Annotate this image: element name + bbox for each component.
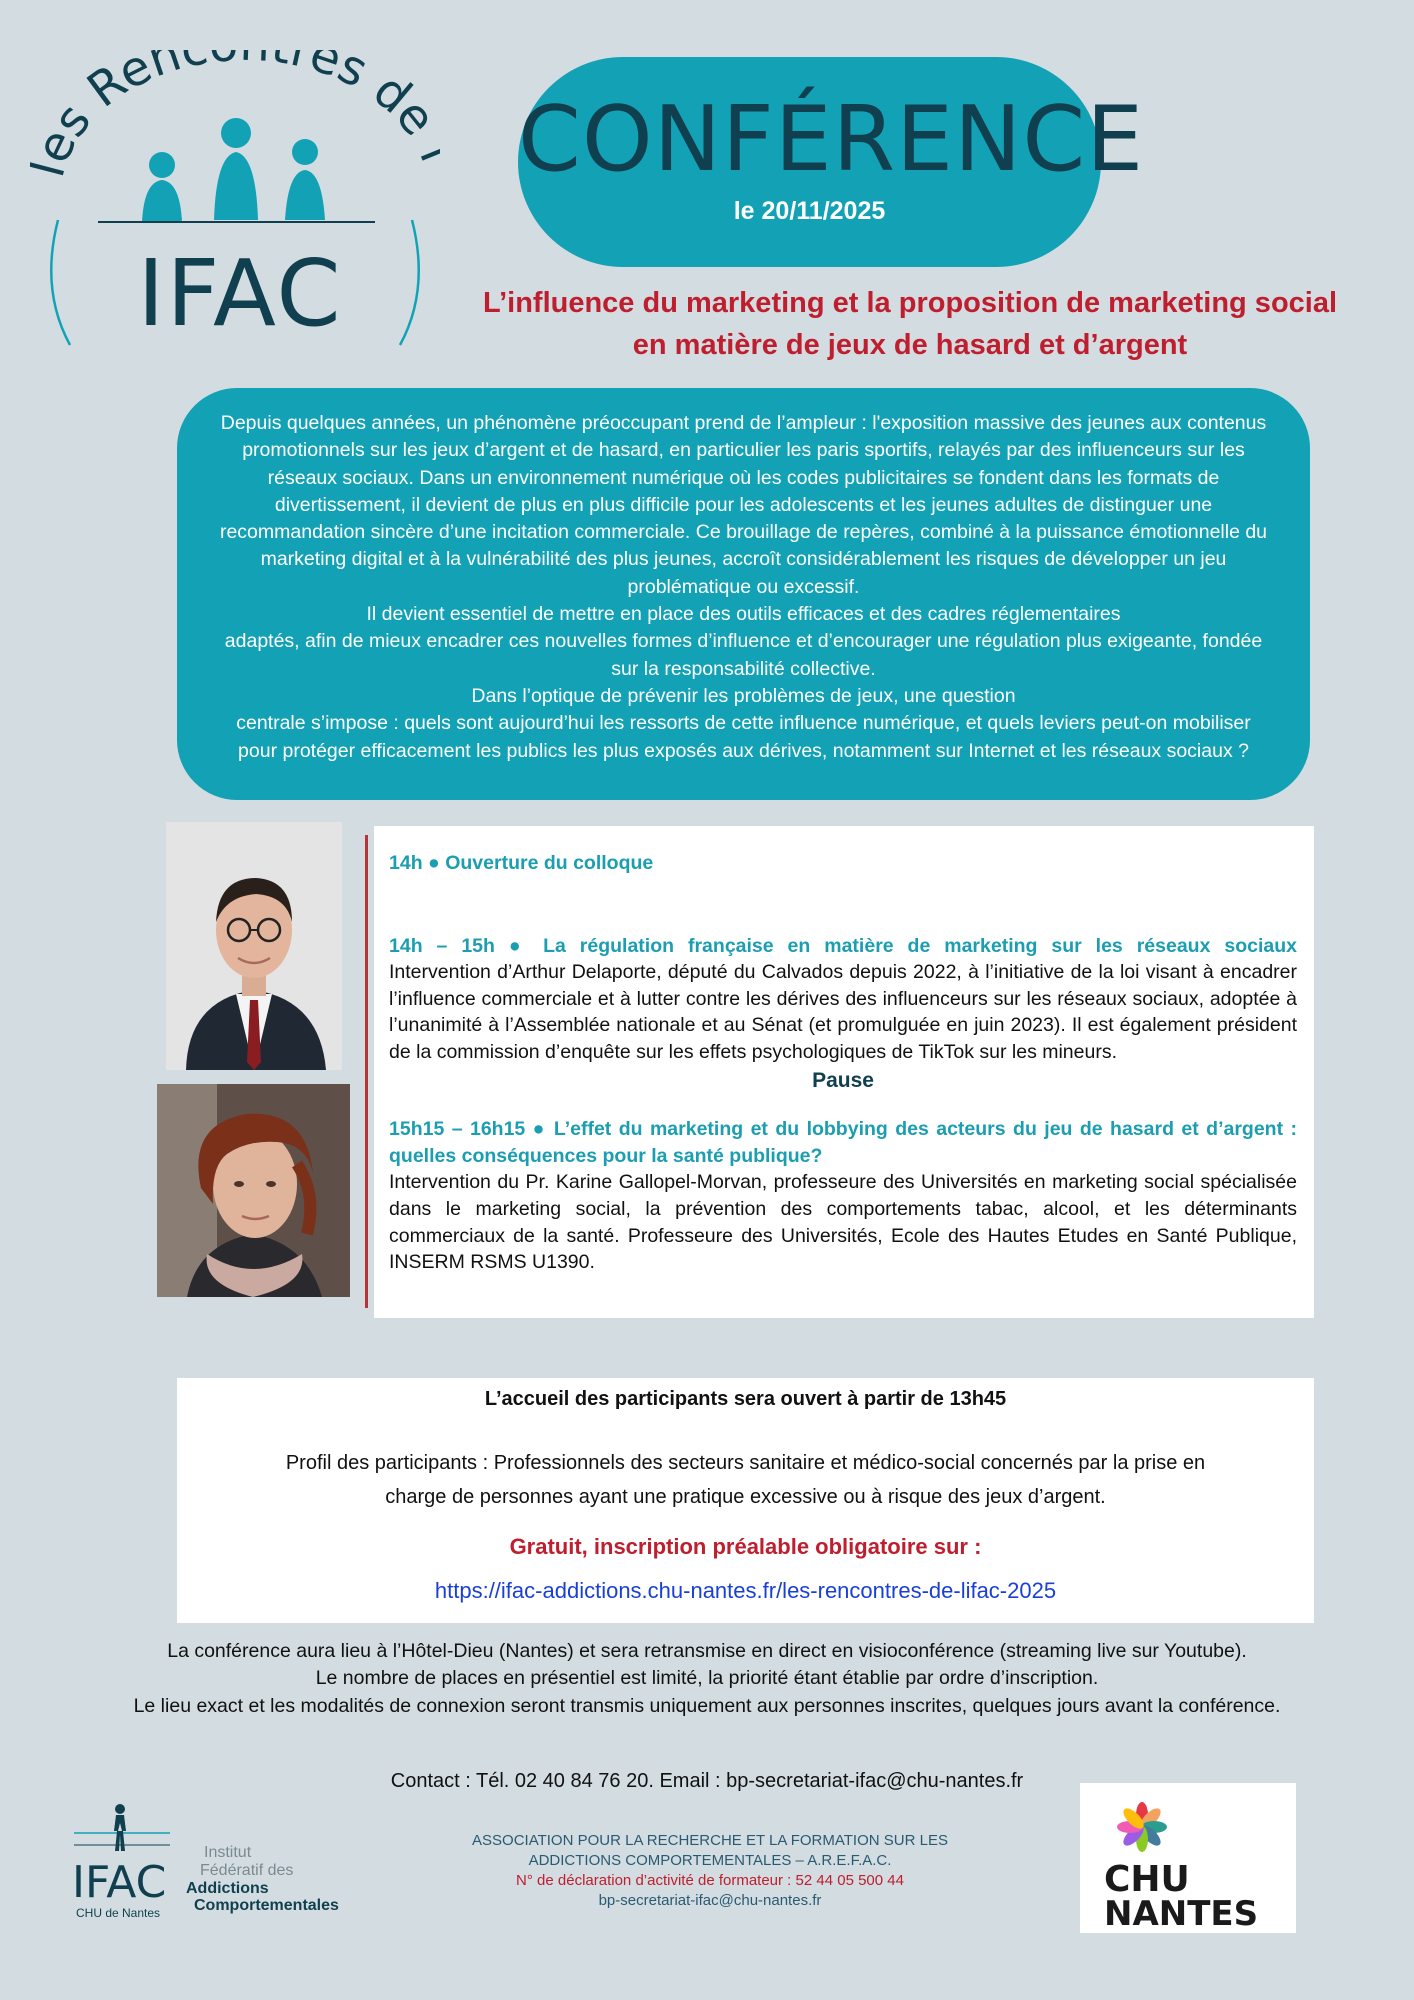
program-panel [374, 826, 1314, 1318]
footer-logo-line: Fédératif des [200, 1862, 294, 1879]
registration-link[interactable]: https://ifac-addictions.chu-nantes.fr/les-rencontres-de-lifac-2025 [434, 1578, 1057, 1603]
association-info [400, 1831, 1020, 1911]
program-item-regulation-description: Intervention d’Arthur Delaporte, député du Calvados depuis 2022, à l’initiative de la loi visant à encadrer l’influence commerciale et à lutter contre les dérives des influenceurs sur les réseaux sociaux, adoptée à l’unanimité à l’Assemblée nationale et au Sénat (et promulguée en juin 2023). Il est également président de la commission d’enquête sur les effets psychologiques de TikTok sur les mineurs. [389, 961, 1297, 1063]
contact-line[interactable]: Contact : Tél. 02 40 84 76 20. Email : bp-secretariat-ifac@chu-nantes.fr [390, 1770, 1024, 1792]
program-item-regulation-title: 14h – 15h ● La régulation française en matière de marketing sur les réseaux sociaux [389, 934, 1297, 957]
association-line: ASSOCIATION POUR LA RECHERCHE ET LA FORMATION SUR LES [472, 1832, 948, 1849]
program-item-opening: 14h ● Ouverture du colloque [389, 852, 654, 874]
footer-brand-sub: CHU de Nantes [76, 1906, 161, 1920]
subtitle-line: en matière de jeux de hasard et d’argent [632, 329, 1188, 361]
chu-flower-icon [1117, 1802, 1167, 1852]
footer-brand-text: IFAC [72, 1857, 167, 1908]
intro-paragraph: Depuis quelques années, un phénomène préoccupant prend de l’ampleur : l'exposition massive des jeunes aux contenus promotionnels sur les jeux d’argent et de hasard, en particulier les paris sportifs, relayés par des influenceurs sur les réseaux sociaux. Dans un environnement numérique où les codes publicitaires se fondent dans les formats de divertissement, il devient de plus en plus difficile pour les adolescents et les jeunes adultes de distinguer une recommandation sincère d’une incitation commerciale. Ce brouillage de repères, combiné à la puissance émotionnelle du marketing digital et à la vulnérabilité des plus jeunes, accroît considérablement les risques de développer un jeu problématique ou excessif. [219, 412, 1268, 598]
subtitle-line: L’influence du marketing et la proposition de marketing social [482, 287, 1338, 319]
participant-profile: Profil des participants : Professionnels des secteurs sanitaire et médico-social concernés par la prise en charge de personnes ayant une pratique excessive ou à risque des jeux d’argent. [285, 1452, 1206, 1508]
footer-logo-line: Institut [204, 1844, 252, 1861]
footer-logo-line: Comportementales [194, 1897, 339, 1914]
association-line: ADDICTIONS COMPORTEMENTALES – A.R.E.F.A.C. [528, 1852, 892, 1869]
association-declaration: N° de déclaration d’activité de formateur : 52 44 05 500 44 [516, 1872, 904, 1889]
conference-title: CONFÉRENCE [518, 87, 1145, 192]
logo-brand-text: IFAC [137, 240, 343, 347]
intro-paragraph: Il devient essentiel de mettre en place des outils efficaces et des cadres réglementaires [366, 603, 1121, 626]
registration-info-box [177, 1378, 1314, 1623]
chu-nantes-logo [1080, 1783, 1296, 1933]
footer-logo-line: Addictions [186, 1880, 269, 1897]
rencontres-ifac-logo [30, 50, 440, 350]
speaker-photo-karine-gallopel-morvan [157, 1084, 350, 1297]
intro-box [177, 388, 1310, 800]
program-item-marketing-title: 15h15 – 16h15 ● L’effet du marketing et du lobbying des acteurs du jeu de hasard et d’argent : quelles conséquences pour la santé publique? [389, 1118, 1297, 1167]
chu-logo-line: NANTES [1104, 1894, 1259, 1933]
chu-logo-line: CHU [1104, 1859, 1190, 1900]
venue-line: Le nombre de places en présentiel est limité, la priorité étant établie par ordre d’inscription. [315, 1667, 1099, 1690]
program-item-marketing-description: Intervention du Pr. Karine Gallopel-Morvan, professeure des Universités en marketing social spécialisée dans le marketing social, la prévention des comportements tabac, alcool, et les déterminants commerciaux de la santé. Professeure des Universités, Ecole des Hautes Etudes en Santé Publique, INSERM RSMS U1390. [389, 1171, 1297, 1274]
intro-paragraph: centrale s’impose : quels sont aujourd’hui les ressorts de cette influence numérique, et quels leviers peut-on mobiliser pour protéger efficacement les publics les plus exposés aux dérives, notamment sur Internet et les réseaux sociaux ? [236, 712, 1251, 762]
speaker-photo-arthur-delaporte [166, 822, 342, 1070]
people-silhouettes-icon [142, 118, 325, 222]
registration-notice: Gratuit, inscription préalable obligatoire sur : [509, 1534, 982, 1559]
tightrope-walker-icon [114, 1804, 126, 1851]
program-pause: Pause [812, 1068, 874, 1092]
venue-line: Le lieu exact et les modalités de connexion seront transmis uniquement aux personnes inscrites, quelques jours avant la conférence. [133, 1694, 1281, 1717]
conference-date: le 20/11/2025 [733, 197, 886, 225]
conference-banner [518, 57, 1145, 267]
intro-paragraph: adaptés, afin de mieux encadrer ces nouvelles formes d’influence et d’encourager une régulation plus exigeante, fondée sur la responsabilité collective. [224, 630, 1263, 680]
intro-paragraph: Dans l’optique de prévenir les problèmes de jeux, une question [471, 684, 1016, 707]
venue-information [100, 1638, 1314, 1720]
venue-line: La conférence aura lieu à l’Hôtel-Dieu (Nantes) et sera retransmise en direct en visioconférence (streaming live sur Youtube). [167, 1640, 1247, 1662]
association-email[interactable]: bp-secretariat-ifac@chu-nantes.fr [598, 1892, 822, 1909]
conference-subtitle [445, 282, 1375, 366]
program-accent-bar [365, 835, 368, 1308]
ifac-footer-logo [70, 1795, 370, 1925]
welcome-time: L’accueil des participants sera ouvert à partir de 13h45 [484, 1388, 1007, 1410]
logo-arc-text: es Ren res d [30, 50, 422, 172]
